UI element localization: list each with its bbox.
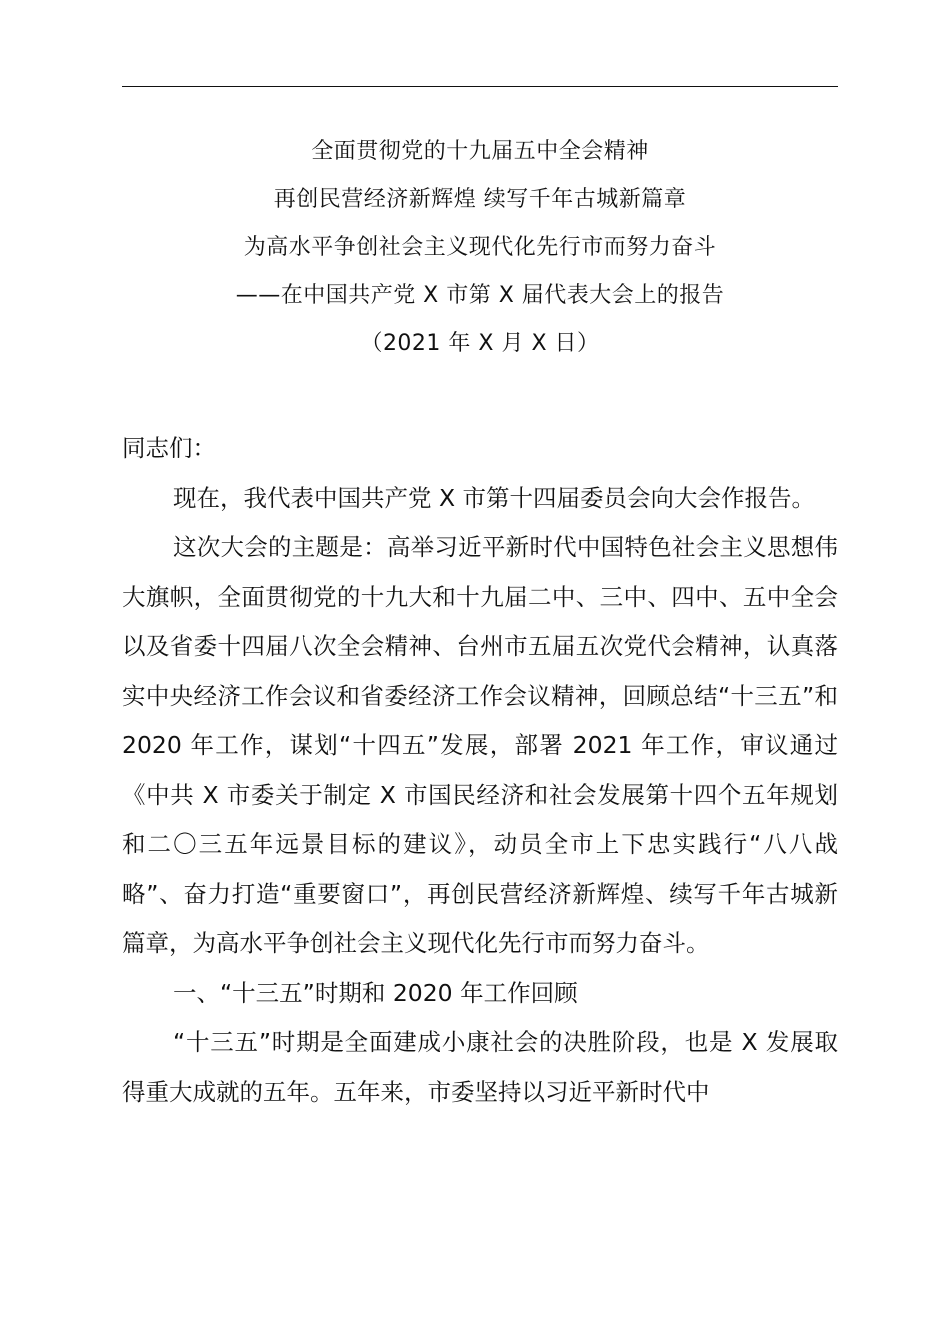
title-line-2: 再创民营经济新辉煌 续写千年古城新篇章	[273, 187, 687, 212]
report-body	[122, 424, 838, 1117]
report-title-block	[122, 128, 838, 368]
paragraph-opening: 现在，我代表中国共产党 X 市第十四届委员会向大会作报告。	[173, 483, 816, 512]
report-date: （2021 年 X 月 X 日）	[360, 331, 600, 356]
salutation: 同志们：	[122, 434, 216, 462]
title-line-1: 全面贯彻党的十九届五中全会精神	[311, 139, 649, 164]
section-heading-1: 一、“十三五”时期和 2020 年工作回顾	[173, 978, 578, 1007]
paragraph-review: “十三五”时期是全面建成小康社会的决胜阶段，也是 X 发展取得重大成就的五年。五年来，市委坚持以习近平新时代中	[122, 1028, 838, 1106]
header-rule	[122, 86, 838, 87]
paragraph-theme: 这次大会的主题是：高举习近平新时代中国特色社会主义思想伟大旗帜，全面贯彻党的十九大和十九届二中、三中、四中、五中全会以及省委十四届八次全会精神、台州市五届五次党代会精神，认真落实中央经济工作会议和省委经济工作会议精神，回顾总结“十三五”和 2020 年工作，谋划“十四五”发展，部署 2021 年工作，审议通过《中共 X 市委关于制定 X 市国民经济和社会发展第十四个五年规划和二〇三五年远景目标的建议》，动员全市上下忠实践行“八八战略”、奋力打造“重要窗口”，再创民营经济新辉煌、续写千年古城新篇章，为高水平争创社会主义现代化先行市而努力奋斗。	[122, 533, 838, 957]
subtitle-line: ——在中国共产党 X 市第 X 届代表大会上的报告	[235, 283, 725, 308]
title-line-3: 为高水平争创社会主义现代化先行市而努力奋斗	[243, 235, 717, 260]
